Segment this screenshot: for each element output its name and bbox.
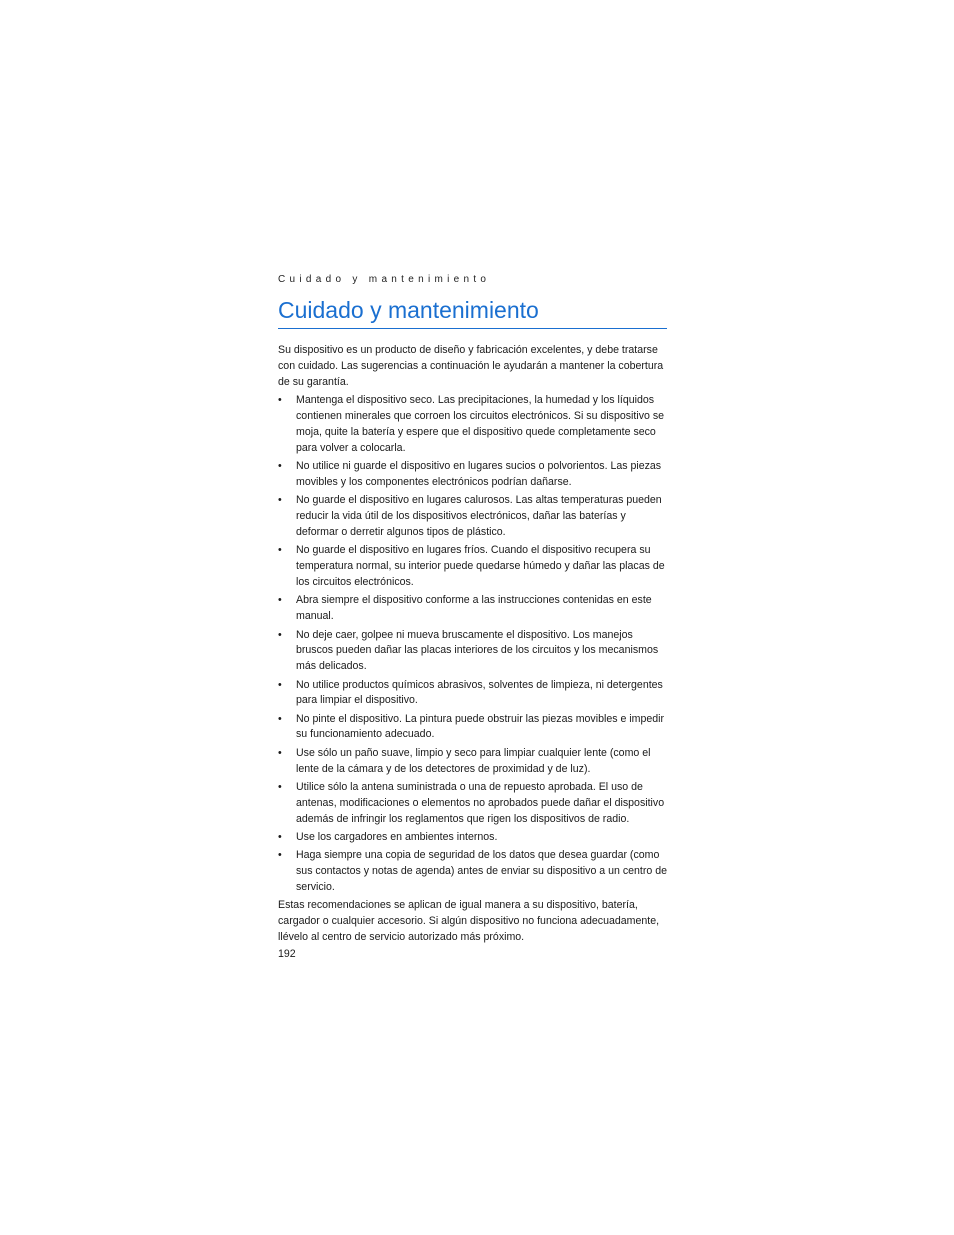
list-item-text: No utilice ni guarde el dispositivo en lugares sucios o polvorientos. Las piezas movibles y los componentes electrónicos podrían dañarse. bbox=[296, 460, 662, 488]
list-item-text: Haga siempre una copia de seguridad de los datos que desea guardar (como sus contactos y notas de agenda) antes de enviar su dispositivo a un centro de servicio. bbox=[296, 849, 668, 894]
bullet-icon: • bbox=[278, 628, 282, 641]
list-item bbox=[278, 712, 670, 744]
list-item-text: No utilice productos químicos abrasivos, solventes de limpieza, ni detergentes para limpiar el dispositivo. bbox=[296, 678, 663, 707]
list-item-text: Abra siempre el dispositivo conforme a las instrucciones contenidas en este manual. bbox=[296, 594, 652, 623]
list-item bbox=[278, 780, 670, 827]
bullet-icon: • bbox=[278, 394, 282, 407]
list-item bbox=[278, 628, 670, 675]
list-item-text: No deje caer, golpee ni mueva bruscamente el dispositivo. Los manejos bruscos pueden dañar las placas interiores de los circuitos y los mecanismos más delicados. bbox=[296, 628, 659, 673]
bullet-icon: • bbox=[278, 746, 282, 759]
bullet-icon: • bbox=[278, 849, 282, 862]
list-item-text: Mantenga el dispositivo seco. Las precipitaciones, la humedad y los líquidos contienen minerales que corroen los circuitos electrónicos. Si su dispositivo se moja, quite la batería y espere que el dispositivo quede completamente seco para volver a colocarla. bbox=[296, 394, 665, 454]
list-item bbox=[278, 830, 670, 846]
list-item-text: Use los cargadores en ambientes internos. bbox=[296, 831, 498, 844]
list-item bbox=[278, 393, 670, 456]
bullet-icon: • bbox=[278, 678, 282, 691]
list-item bbox=[278, 746, 670, 778]
bullet-icon: • bbox=[278, 544, 282, 557]
list-item bbox=[278, 459, 670, 491]
page-number: 192 bbox=[278, 948, 296, 960]
list-item-text: No guarde el dispositivo en lugares calurosos. Las altas temperaturas pueden reducir la vida útil de los dispositivos electrónicos, dañar las baterías y deformar o derretir algunos tipos de plástico. bbox=[296, 494, 662, 538]
main-content bbox=[278, 343, 670, 946]
care-tips-list bbox=[278, 393, 670, 895]
intro-paragraph: Su dispositivo es un producto de diseño y fabricación excelentes, y debe tratarse con cuidado. Las sugerencias a continuación le ayudarán a mantener la cobertura de su garantía. bbox=[278, 344, 664, 388]
closing-paragraph: Estas recomendaciones se aplican de igual manera a su dispositivo, batería, cargador o cualquier accesorio. Si algún dispositivo no funciona adecuadamente, llévelo al centro de servicio autorizado más próximo. bbox=[278, 899, 660, 944]
bullet-icon: • bbox=[278, 594, 282, 607]
running-header: Cuidado y mantenimiento bbox=[278, 274, 491, 285]
list-item bbox=[278, 593, 670, 625]
list-item bbox=[278, 543, 670, 590]
bullet-icon: • bbox=[278, 831, 282, 844]
list-item bbox=[278, 678, 670, 710]
bullet-icon: • bbox=[278, 712, 282, 725]
list-item bbox=[278, 848, 670, 895]
list-item-text: No guarde el dispositivo en lugares fríos. Cuando el dispositivo recupera su temperatura normal, su interior puede quedarse húmedo y dañar las placas de los circuitos electrónicos. bbox=[296, 544, 665, 588]
bullet-icon: • bbox=[278, 781, 282, 794]
page-title: Cuidado y mantenimiento bbox=[278, 296, 667, 329]
list-item bbox=[278, 493, 670, 540]
list-item-text: Use sólo un paño suave, limpio y seco para limpiar cualquier lente (como el lente de la cámara y de los detectores de proximidad y de luz). bbox=[296, 746, 651, 775]
bullet-icon: • bbox=[278, 494, 282, 507]
list-item-text: Utilice sólo la antena suministrada o una de repuesto aprobada. El uso de antenas, modificaciones o elementos no aprobados puede dañar el dispositivo además de infringir los reglamentos que rigen los dispositivos de radio. bbox=[296, 781, 665, 825]
bullet-icon: • bbox=[278, 460, 282, 473]
list-item-text: No pinte el dispositivo. La pintura puede obstruir las piezas movibles e impedir su funcionamiento adecuado. bbox=[296, 712, 665, 741]
